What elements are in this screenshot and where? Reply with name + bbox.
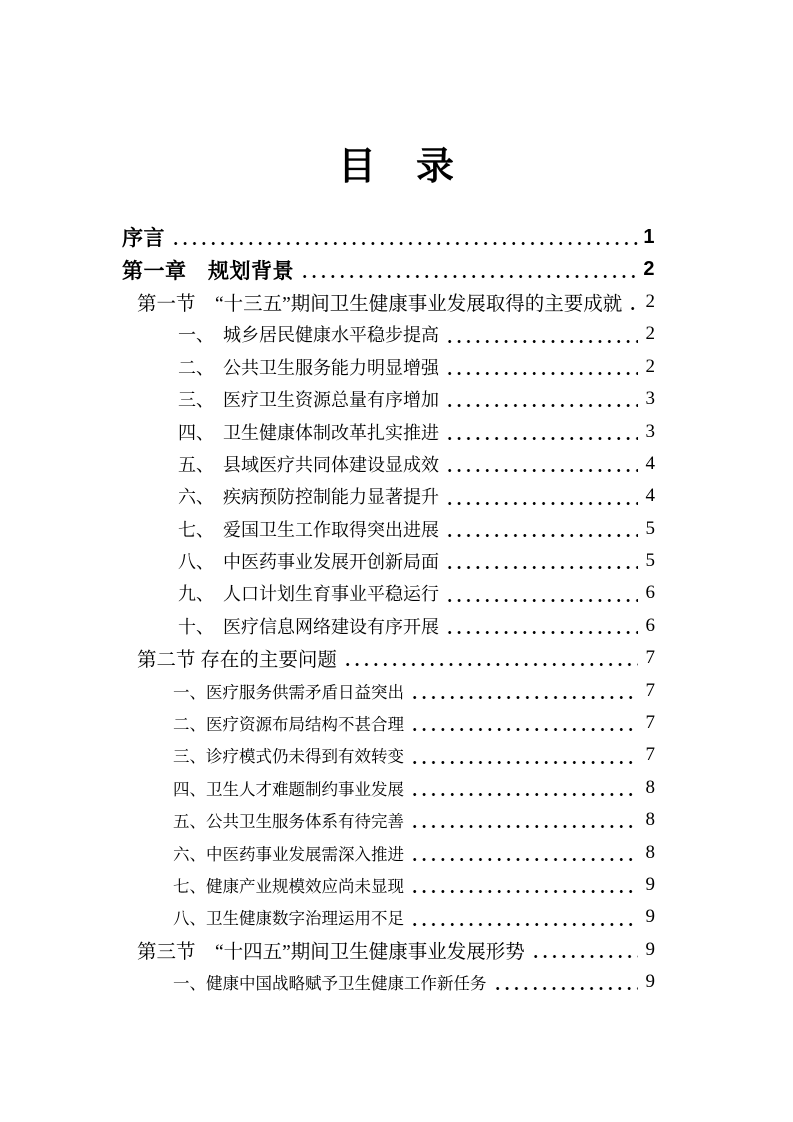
toc-entry[interactable] [122,739,655,771]
dot-leader [410,824,638,829]
toc-entry[interactable] [122,707,655,739]
toc-entry-label: 十、 医疗信息网络建设有序开展 [178,616,439,637]
dot-leader [410,857,638,862]
toc-entry-page: 8 [645,809,655,831]
toc-entry-label: 序言 [122,227,165,251]
toc-entry-label: 第一节 “十三五”期间卫生健康事业发展取得的主要成就 [137,293,623,315]
toc-entry-label: 八、卫生健康数字治理运用不足 [173,909,404,929]
toc-entry[interactable] [122,804,655,836]
toc-entry-label: 六、中医药事业发展需深入推进 [173,844,404,864]
toc-entry-label: 二、医疗资源布局结构不甚合理 [173,715,404,735]
dot-leader [410,695,638,700]
toc-entry[interactable] [122,610,655,642]
toc-entry-page: 4 [645,485,655,507]
toc-entry-label: 第三节 “十四五”期间卫生健康事业发展形势 [137,941,525,963]
toc-entry[interactable] [122,383,655,415]
toc-entry-label: 四、 卫生健康体制改革扎实推进 [178,422,439,443]
toc-list [122,221,655,998]
dot-leader [493,986,639,991]
toc-entry[interactable] [122,480,655,512]
toc-entry-label: 第一章 规划背景 [122,259,294,283]
toc-entry-label: 二、 公共卫生服务能力明显增强 [178,357,439,378]
toc-entry-label: 五、 县域医疗共同体建设显成效 [178,454,439,475]
toc-entry-label: 六、 疾病预防控制能力显著提升 [178,487,439,508]
toc-entry-page: 5 [645,550,655,572]
toc-entry[interactable] [122,545,655,577]
toc-entry-page: 9 [645,971,655,993]
toc-entry-page: 9 [645,874,655,895]
toc-entry[interactable] [122,869,655,901]
dot-leader [410,760,638,765]
toc-entry-page: 7 [645,647,655,669]
toc-entry[interactable] [122,286,655,318]
toc-entry-label: 四、卫生人才难题制约事业发展 [173,779,404,799]
toc-entry[interactable] [122,966,655,998]
toc-entry-label: 九、 人口计划生育事业平稳运行 [178,584,439,605]
toc-entry[interactable] [122,836,655,868]
toc-entry[interactable] [122,221,655,253]
dot-leader [445,501,638,506]
toc-entry-label: 七、健康产业规模效应尚未显现 [173,877,404,896]
dot-leader [445,468,638,473]
toc-entry-page: 7 [645,679,655,701]
dot-leader [531,954,638,959]
toc-entry-page: 2 [645,323,655,345]
toc-entry-page: 7 [645,712,655,734]
dot-leader [445,371,638,376]
toc-entry[interactable] [122,674,655,706]
toc-entry[interactable] [122,415,655,447]
dot-leader [410,922,638,927]
dot-leader [343,662,638,667]
toc-entry-page: 2 [645,290,655,312]
toc-entry-page: 7 [645,744,655,766]
dot-leader [410,727,638,732]
toc-entry[interactable] [122,513,655,545]
toc-entry-page: 4 [645,452,655,474]
dot-leader [628,306,638,311]
toc-entry-page: 8 [645,776,655,798]
toc-entry[interactable] [122,448,655,480]
toc-entry-page: 9 [645,938,655,960]
toc-entry-label: 三、诊疗模式仍未得到有效转变 [173,747,404,767]
dot-leader [445,403,638,408]
toc-entry[interactable] [122,901,655,933]
toc-entry-page: 6 [645,582,655,604]
toc-entry[interactable] [122,351,655,383]
toc-entry-page: 5 [645,517,655,539]
toc-entry-page: 8 [645,841,655,863]
toc-entry-page: 2 [643,258,655,281]
toc-entry-label: 一、医疗服务供需矛盾日益突出 [173,682,404,702]
toc-entry-label: 七、 爱国卫生工作取得突出进展 [178,519,439,540]
toc-entry-page: 9 [645,906,655,928]
toc-entry-label: 一、 城乡居民健康水平稳步提高 [178,325,439,346]
dot-leader [445,339,638,344]
toc-entry-page: 3 [645,420,655,442]
toc-entry-page: 3 [645,388,655,410]
toc-entry[interactable] [122,642,655,674]
dot-leader [445,565,638,570]
dot-leader [445,598,638,603]
dot-leader [171,241,638,246]
toc-entry-label: 一、健康中国战略赋予卫生健康工作新任务 [173,974,487,994]
toc-entry[interactable] [122,772,655,804]
toc-entry-label: 五、公共卫生服务体系有待完善 [173,812,404,832]
dot-leader [410,889,638,894]
dot-leader [445,630,638,635]
dot-leader [300,274,638,279]
toc-entry-label: 第二节 存在的主要问题 [137,650,337,672]
dot-leader [410,792,638,797]
toc-entry[interactable] [122,318,655,350]
toc-entry-label: 八、 中医药事业发展开创新局面 [178,552,439,573]
toc-entry[interactable] [122,934,655,966]
dot-leader [445,533,638,538]
toc-entry-page: 1 [643,225,655,248]
toc-entry-label: 三、 医疗卫生资源总量有序增加 [178,390,439,411]
toc-entry-page: 6 [645,614,655,636]
dot-leader [445,436,638,441]
toc-entry-page: 2 [645,355,655,377]
toc-entry[interactable] [122,253,655,285]
page-title: 目 录 [337,146,455,188]
toc-entry[interactable] [122,577,655,609]
